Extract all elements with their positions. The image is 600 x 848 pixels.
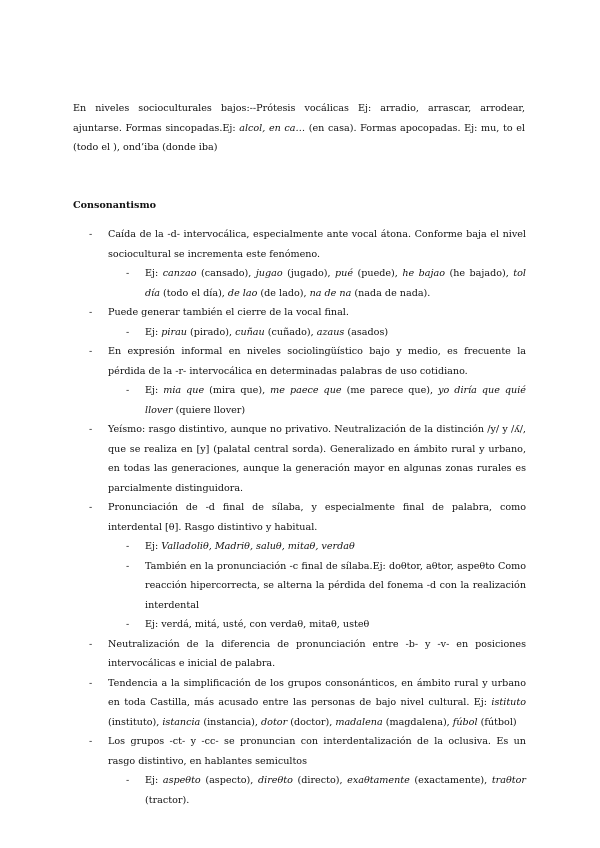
sub-item-example-hypercorrection: - Ej: verdá, mitá, usté, con verdaθ, mitaθ, usteθ [145,615,526,635]
sub-item-example [145,264,526,303]
example-word: tol día [145,268,526,299]
example-gloss: (magdalena), [385,716,450,728]
example-word: pué [335,268,354,279]
example-gloss: (me parece que), [346,385,434,396]
list-item-d-intervocalica [108,225,526,303]
example-word: istituto [491,697,526,708]
example-gloss: (exactamente), [414,775,488,786]
example-gloss: (jugado), [287,268,331,279]
list-item-b-v [108,635,526,674]
example-gloss: (cansado), [200,268,252,279]
list-item-cierre-vocal [108,303,526,342]
example-word: mia que [163,385,205,396]
example-gloss: (asados) [347,326,389,338]
sub-item-example [145,771,526,810]
example-word: direθto [257,775,293,786]
example-word: fúbol [452,716,478,728]
example-gloss: (mira que), [209,385,266,396]
example-gloss: (cuñado), [267,326,314,338]
example-word: he bajao [402,268,445,279]
example-gloss: (he bajado), [449,268,509,279]
intro-text: En niveles socioculturales bajos:--Prótesis vocálicas Ej: arradio, arrascar, arrodear, ajuntarse. Formas sincopadas.Ej: [73,103,525,134]
example-gloss: (aspecto), [205,775,254,786]
example-gloss: (fútbol) [480,716,517,728]
example-label: Ej: [145,775,159,786]
example-word: canzao [162,268,197,279]
example-label: Ej: [145,326,159,338]
intro-example: alcol, en ca… [239,122,306,134]
item-text: Caída de la -d- intervocálica, especialmente ante vocal átona. Conforme baja el nivel sociocultural se incrementa este fenómeno. [108,229,526,260]
sub-item-example [145,323,526,343]
sub-item-c-final: - También en la pronunciación -c final de sílaba.Ej: doθtor, aθtor, aspeθto Como reacción hipercorrecta, se alterna la pérdida del fonema -d con la realización interdental [145,557,526,616]
sub-item-example [145,537,526,557]
example-gloss: (instancia), [203,716,258,728]
example-word: Valladoliθ, Madriθ, saluθ, mitaθ, verdaθ [161,541,355,552]
example-gloss: (directo), [297,775,343,786]
example-word: me paece que [270,385,342,396]
sub-item-example [145,381,526,420]
example-word: exaθtamente [347,775,410,786]
item-text: En expresión informal en niveles sociolingüístico bajo y medio, es frecuente la pérdida de la -r- intervocálica en determinadas palabras de uso cotidiano. [108,346,526,377]
item-text: Los grupos -ct- y -cc- se pronuncian con interdentalización de la oclusiva. Es un rasgo distintivo, en hablantes semicultos [108,736,526,767]
list-item-r-intervocalica [108,342,526,420]
list-item-ct-cc [108,732,526,810]
section-heading: Consonantismo [73,200,157,211]
example-gloss: (quiere llover) [175,404,246,416]
example-gloss: (todo el día), [163,287,225,299]
example-word: azaus [316,326,345,338]
item-text: Yeísmo: rasgo distintivo, aunque no privativo. Neutralización de la distinción /y/ y /ʎ/, que se realiza en [y] (palatal central sorda). Generalizado en ámbito rural y urbano, en todas las generaciones, aunque la generación mayor en algunas zonas rurales es parcialmente distinguidora. [108,424,526,494]
consonantism-list [108,225,526,810]
example-word: de lao [227,287,258,299]
item-text: Pronunciación de -d final de sílaba, y especialmente final de palabra, como interdental [θ]. Rasgo distintivo y habitual. [108,502,526,533]
intro-paragraph [73,99,525,158]
example-gloss: (instituto), [108,716,160,728]
example-gloss: (pirado), [190,326,233,338]
example-word: aspeθto [162,775,201,786]
example-label: Ej: [145,385,159,396]
example-gloss: (de lado), [260,287,307,299]
list-item-simplificacion [108,674,526,733]
list-item-d-final [108,498,526,635]
example-word: na de na [309,287,352,299]
item-text: Puede generar también el cierre de la vocal final. [108,307,349,318]
list-item-yeismo [108,420,526,498]
example-word: madalena [335,716,383,728]
example-word: pirau [161,326,187,338]
item-text: Tendencia a la simplificación de los grupos consonánticos, en ámbito rural y urbano en toda Castilla, más acusado entre las personas de bajo nivel cultural. Ej: [108,677,526,708]
example-word: istancia [162,716,201,728]
example-gloss: (puede), [357,268,398,279]
example-word: yo diría que quié llover [145,385,526,416]
item-text: Neutralización de la diferencia de pronunciación entre -b- y -v- en posiciones intervocálicas e inicial de palabra. [108,638,526,669]
intro-text-continued: (en casa). Formas apocopadas. Ej: mu, to el (todo el ), ond’iba (donde iba) [73,122,525,153]
example-label: Ej: [145,268,159,279]
example-gloss: (tractor). [145,794,190,806]
example-word: cuñau [235,326,265,338]
example-word: jugao [255,268,283,279]
example-word: traθtor [491,775,526,786]
example-gloss: (nada de nada). [354,287,431,299]
example-word: dotor [261,716,288,728]
example-gloss: (doctor), [290,716,333,728]
example-label: Ej: [145,541,159,552]
